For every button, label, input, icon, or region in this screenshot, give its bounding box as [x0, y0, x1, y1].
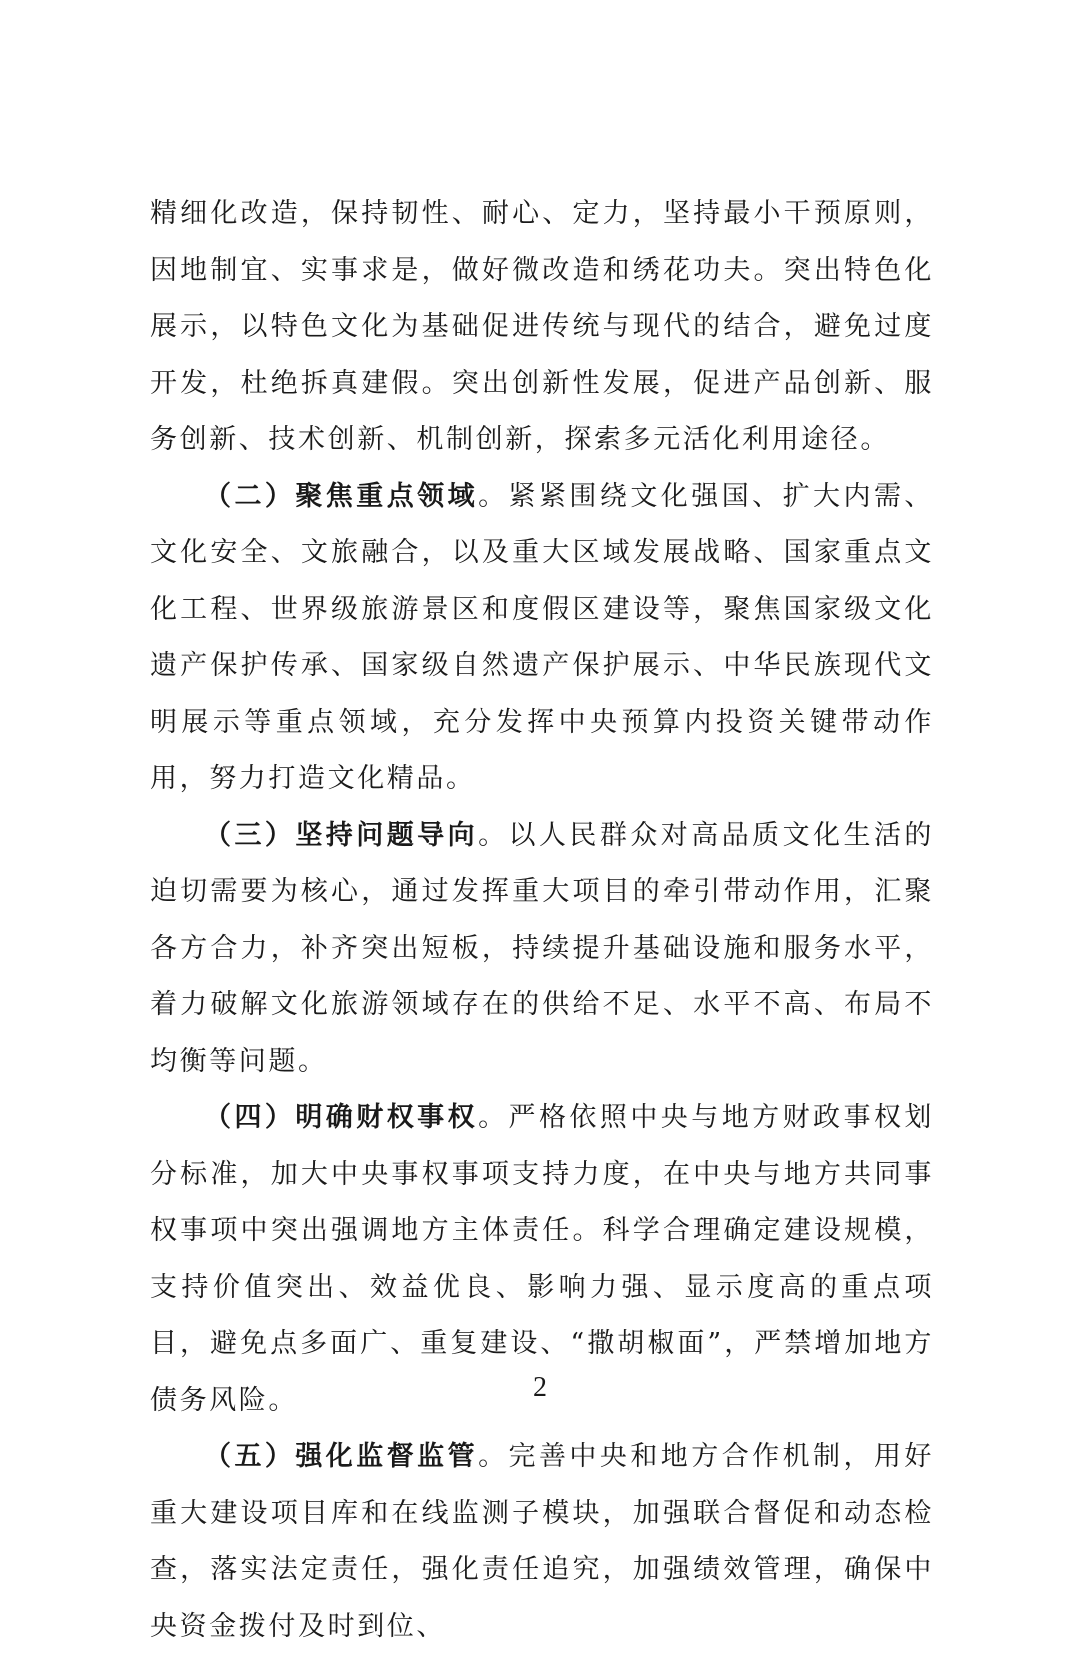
paragraph-focus-key-areas — [150, 469, 934, 808]
paragraph-text: 。紧紧围绕文化强国、扩大内需、文化安全、文旅融合，以及重大区域发展战略、国家重点文化工程、世界级旅游景区和度假区建设等，聚焦国家级文化遗产保护传承、国家级自然遗产保护展示、中华民族现代文明展示等重点领域，充分发挥中央预算内投资关键带动作用，努力打造文化精品。 — [150, 480, 935, 794]
paragraph-text: 。以人民群众对高品质文化生活的迫切需要为核心，通过发挥重大项目的牵引带动作用，汇聚各方合力，补齐突出短板，持续提升基础设施和服务水平，着力破解文化旅游领域存在的供给不足、水平不高、布局不均衡等问题。 — [150, 819, 935, 1077]
paragraph-text: 。完善中央和地方合作机制，用好重大建设项目库和在线监测子模块，加强联合督促和动态检查，落实法定责任，强化责任追究，加强绩效管理，确保中央资金拨付及时到位、 — [150, 1441, 935, 1642]
paragraph-text: 精细化改造，保持韧性、耐心、定力，坚持最小干预原则，因地制宜、实事求是，做好微改造和绣花功夫。突出特色化展示，以特色文化为基础促进传统与现代的结合，避免过度开发，杜绝拆真建假。突出创新性发展，促进产品创新、服务创新、技术创新、机制创新，探索多元活化利用途径。 — [150, 198, 934, 455]
document-body — [150, 186, 934, 1655]
paragraph-heading: （二）聚焦重点领域 — [204, 480, 479, 512]
paragraph-continuation — [150, 186, 934, 469]
page-number: 2 — [533, 1372, 547, 1403]
paragraph-supervision — [150, 1429, 934, 1655]
paragraph-problem-oriented — [150, 808, 934, 1091]
paragraph-heading: （四）明确财权事权 — [204, 1102, 479, 1133]
paragraph-heading: （五）强化监督监管 — [204, 1441, 479, 1472]
paragraph-text: 。严格依照中央与地方财政事权划分标准，加大中央事权事项支持力度，在中央与地方共同事权事项中突出强调地方主体责任。科学合理确定建设规模，支持价值突出、效益优良、影响力强、显示度高的重点项目，避免点多面广、重复建设、“撒胡椒面”，严禁增加地方债务风险。 — [150, 1102, 935, 1416]
paragraph-heading: （三）坚持问题导向 — [204, 819, 479, 851]
